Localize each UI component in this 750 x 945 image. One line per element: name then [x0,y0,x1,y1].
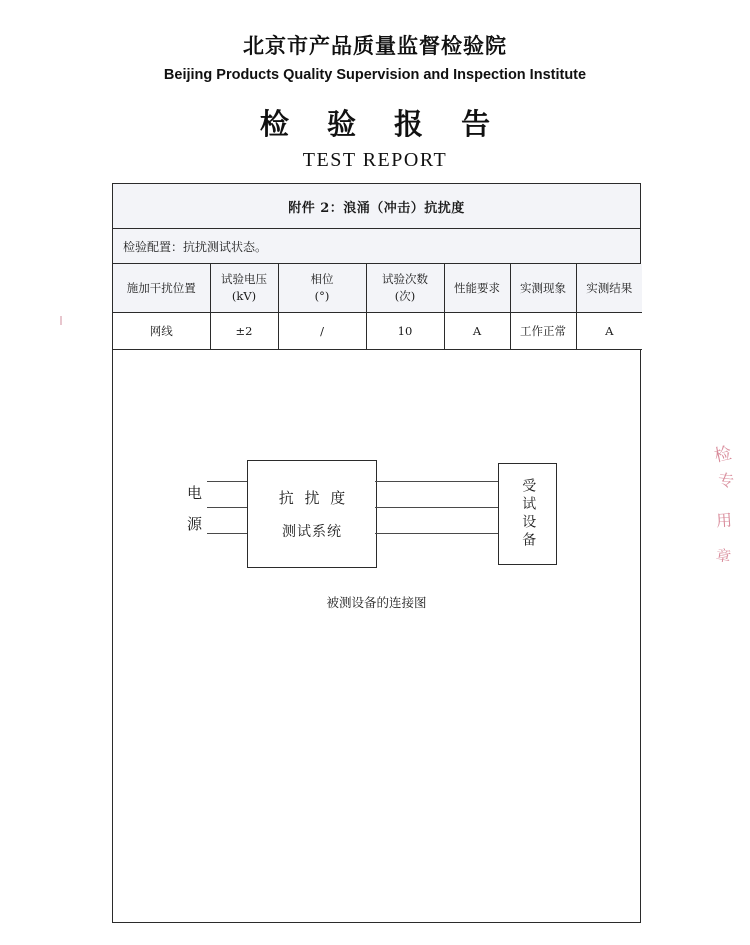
wire-right-3 [375,533,498,534]
wire-left-3 [207,533,247,534]
header-line-1: 相位 [310,272,334,287]
header-line-1: 实测现象 [520,280,566,295]
institute-name-en: Beijing Products Quality Supervision and Inspection Institute [163,67,587,83]
connection-diagram [113,350,640,910]
header-line-1: 性能要求 [454,280,500,295]
table-cell: / [278,313,366,350]
report-header [0,0,750,172]
table-header-cell [210,264,278,313]
header-line-2: (kV) [231,289,257,303]
header-line-1: 施加干扰位置 [126,280,196,295]
diagram-caption: 被测设备的连接图 [326,595,427,610]
table-header-cell [113,264,210,313]
stamp-mark-a: 检 [712,443,734,467]
surge-immunity-table [113,264,642,350]
header-line-2: (°) [314,289,330,303]
institute-name-cn: 北京市产品质量监督检验院 [243,33,507,58]
content-frame [112,183,641,923]
annex-title-row [113,184,640,229]
wire-left-1 [207,481,247,482]
wire-right-2 [375,507,498,508]
stamp-mark-c: 用 [715,510,733,531]
document-title-cn: 检 验 报 告 [259,107,505,141]
stamp-mark-d: 章 [714,545,733,567]
table-header-cell [444,264,510,313]
table-row [113,313,642,350]
test-configuration-row [113,229,640,264]
table-header-row [113,264,642,313]
table-header-cell [576,264,642,313]
equipment-under-test-label: 受试设备 [520,478,537,550]
document-title-en: TEST REPORT [302,149,448,171]
wire-left-2 [207,507,247,508]
stamp-mark-b: 专 [716,470,735,491]
table-cell: 网线 [113,313,210,350]
header-line-1: 实测结果 [586,280,633,295]
table-cell: A [576,313,642,350]
immunity-test-system-line1: 抗 扰 度 [278,489,349,507]
table-cell: 10 [366,313,444,350]
wire-right-1 [375,481,498,482]
header-line-2: (次) [394,289,416,303]
table-cell: 工作正常 [510,313,576,350]
header-line-1: 试验电压 [221,272,267,287]
table-cell: ±2 [210,313,278,350]
page-edge-mark [60,316,62,325]
table-header-cell [278,264,366,313]
equipment-under-test-box [498,463,557,565]
annex-title: 附件 2：浪涌（冲击）抗扰度 [288,200,465,216]
immunity-test-system-line2: 测试系统 [282,524,342,540]
header-line-1: 试验次数 [382,272,428,287]
table-cell: A [444,313,510,350]
table-header-cell [366,264,444,313]
immunity-test-system-box [247,460,377,568]
power-source-label: 电源 [186,484,203,533]
table-header-cell [510,264,576,313]
test-configuration-text: 检验配置：抗扰测试状态。 [123,239,268,254]
